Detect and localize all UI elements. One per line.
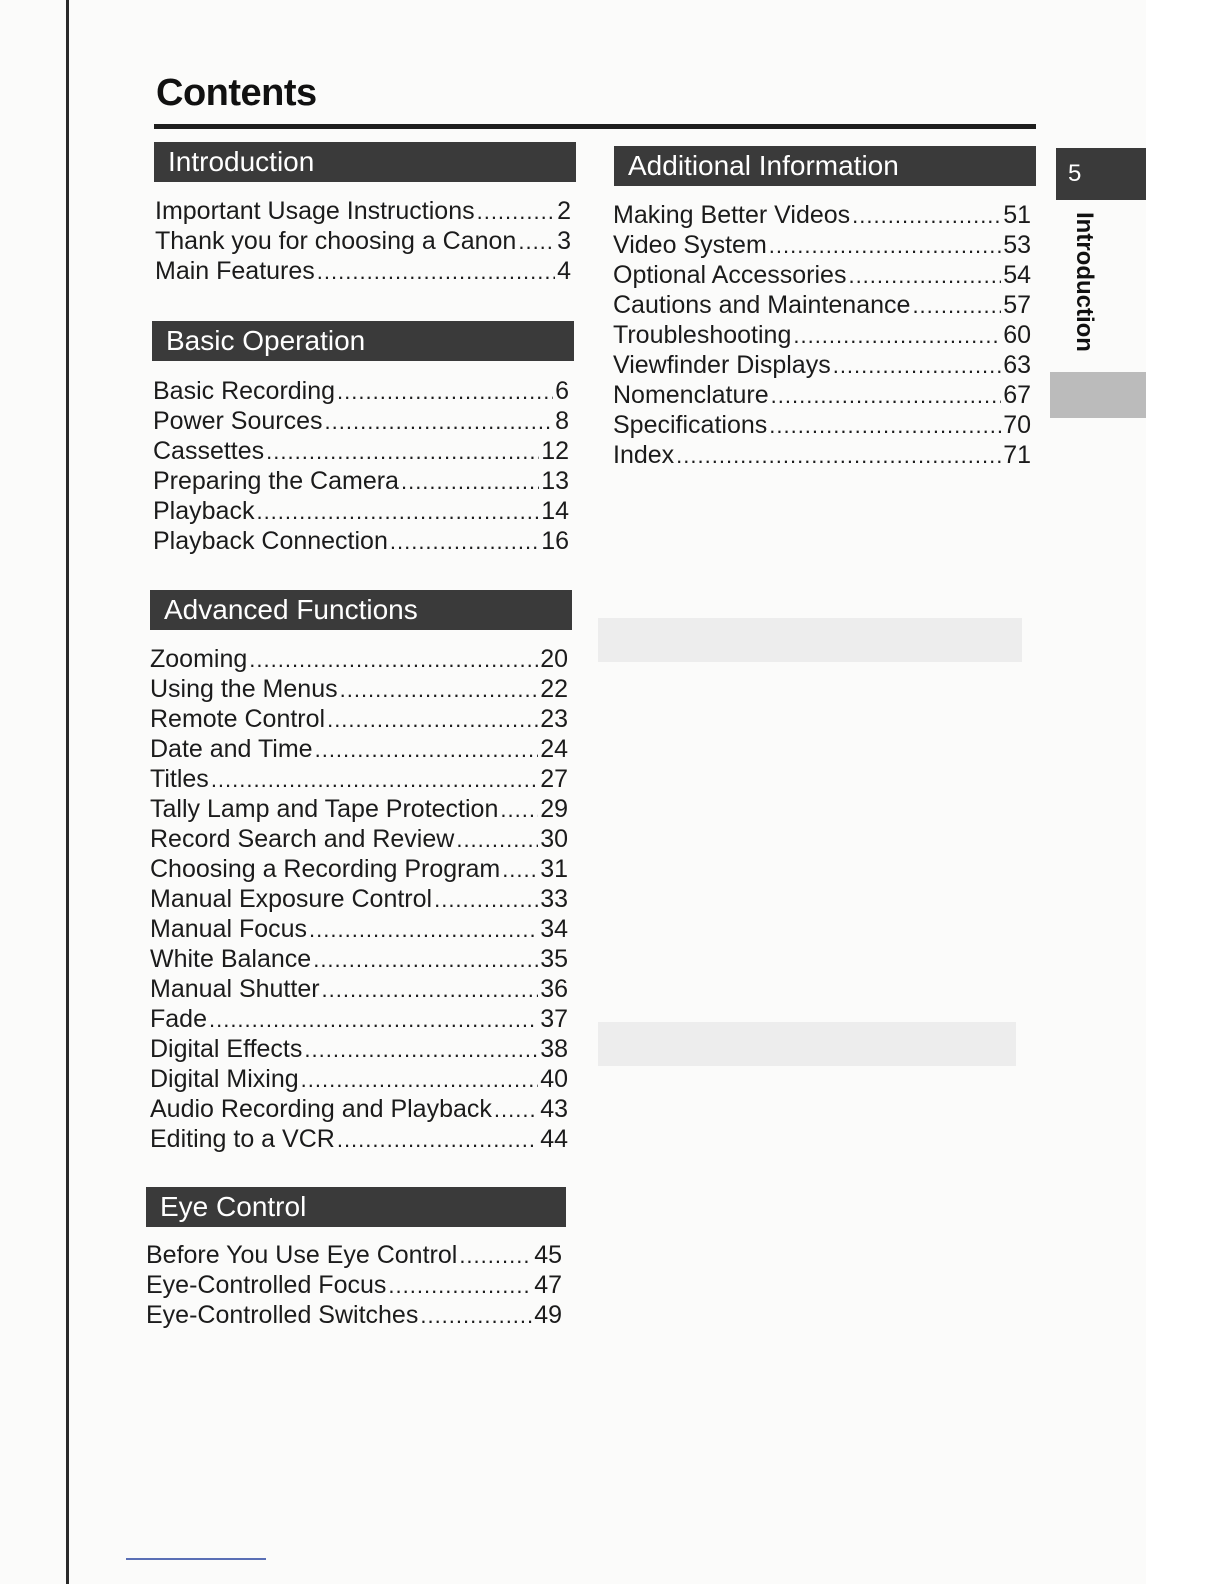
toc-entry[interactable] bbox=[613, 230, 1031, 260]
dot-leader bbox=[401, 466, 539, 497]
toc-entry-title: Playback Connection bbox=[153, 527, 388, 555]
dot-leader bbox=[211, 764, 538, 795]
toc-entry-title: Titles bbox=[150, 765, 209, 793]
toc-list-advanced-functions bbox=[150, 644, 568, 1154]
toc-entry-title: Remote Control bbox=[150, 705, 326, 733]
toc-entry-title: Tally Lamp and Tape Protection bbox=[150, 795, 499, 823]
toc-entry[interactable] bbox=[155, 226, 571, 256]
toc-entry-page: 4 bbox=[557, 257, 571, 285]
section-heading-basic-operation: Basic Operation bbox=[152, 321, 574, 361]
toc-entry-title: Zooming bbox=[150, 645, 248, 673]
toc-entry-page: 38 bbox=[540, 1035, 568, 1063]
chapter-tab-page-number: 5 bbox=[1068, 160, 1082, 187]
toc-entry-title: Making Better Videos bbox=[613, 201, 851, 229]
dot-leader bbox=[340, 674, 539, 705]
toc-entry[interactable] bbox=[153, 496, 569, 526]
toc-entry-title: Record Search and Review bbox=[150, 825, 455, 853]
dot-leader bbox=[912, 290, 1001, 321]
toc-entry-title: Digital Mixing bbox=[150, 1065, 299, 1093]
toc-entry[interactable] bbox=[150, 1094, 568, 1124]
toc-entry-title: Optional Accessories bbox=[613, 261, 847, 289]
toc-entry-title: Fade bbox=[150, 1005, 207, 1033]
toc-entry-title: Index bbox=[613, 441, 675, 469]
toc-entry-page: 45 bbox=[534, 1241, 562, 1269]
toc-entry-page: 29 bbox=[540, 795, 568, 823]
toc-entry-page: 71 bbox=[1003, 441, 1031, 469]
dot-leader bbox=[322, 974, 539, 1005]
toc-entry-title: Eye-Controlled Switches bbox=[146, 1301, 419, 1329]
dot-leader bbox=[676, 440, 1001, 471]
toc-entry[interactable] bbox=[153, 466, 569, 496]
toc-list-basic-operation bbox=[153, 376, 569, 556]
dot-leader bbox=[327, 704, 538, 735]
dot-leader bbox=[477, 196, 556, 227]
dot-leader bbox=[459, 1240, 532, 1271]
toc-entry[interactable] bbox=[153, 526, 569, 556]
toc-entry-page: 14 bbox=[541, 497, 569, 525]
chapter-tab-label: Introduction bbox=[1071, 212, 1098, 352]
toc-entry-page: 47 bbox=[534, 1271, 562, 1299]
toc-entry[interactable] bbox=[155, 196, 571, 226]
toc-entry[interactable] bbox=[150, 824, 568, 854]
bleed-through-block bbox=[598, 618, 1022, 662]
toc-entry-page: 8 bbox=[555, 407, 569, 435]
toc-entry-page: 22 bbox=[540, 675, 568, 703]
toc-entry-title: Digital Effects bbox=[150, 1035, 303, 1063]
dot-leader bbox=[325, 406, 554, 437]
toc-entry-page: 60 bbox=[1003, 321, 1031, 349]
toc-entry-title: White Balance bbox=[150, 945, 312, 973]
toc-entry-page: 57 bbox=[1003, 291, 1031, 319]
dot-leader bbox=[500, 794, 538, 825]
dot-leader bbox=[390, 526, 539, 557]
toc-entry-title: Preparing the Camera bbox=[153, 467, 399, 495]
toc-entry-page: 53 bbox=[1003, 231, 1031, 259]
toc-entry[interactable] bbox=[146, 1300, 562, 1330]
toc-entry[interactable] bbox=[153, 376, 569, 406]
dot-leader bbox=[852, 200, 1001, 231]
dot-leader bbox=[209, 1004, 538, 1035]
toc-entry-title: Nomenclature bbox=[613, 381, 769, 409]
toc-entry[interactable] bbox=[150, 794, 568, 824]
title-rule bbox=[154, 124, 1036, 129]
toc-entry[interactable] bbox=[150, 1064, 568, 1094]
toc-entry-page: 63 bbox=[1003, 351, 1031, 379]
toc-entry-title: Viewfinder Displays bbox=[613, 351, 831, 379]
dot-leader bbox=[848, 260, 1001, 291]
dot-leader bbox=[833, 350, 1001, 381]
toc-entry-title: Thank you for choosing a Canon bbox=[155, 227, 517, 255]
dot-leader bbox=[301, 1064, 539, 1095]
toc-entry[interactable] bbox=[613, 350, 1031, 380]
toc-entry-page: 24 bbox=[540, 735, 568, 763]
toc-entry-page: 35 bbox=[540, 945, 568, 973]
toc-entry[interactable] bbox=[613, 260, 1031, 290]
toc-entry[interactable] bbox=[150, 1124, 568, 1154]
bottom-mark bbox=[126, 1558, 266, 1560]
toc-entry-page: 33 bbox=[540, 885, 568, 913]
toc-entry-page: 40 bbox=[540, 1065, 568, 1093]
toc-entry[interactable] bbox=[153, 436, 569, 466]
toc-entry[interactable] bbox=[613, 440, 1031, 470]
toc-entry[interactable] bbox=[150, 914, 568, 944]
section-heading-additional-information: Additional Information bbox=[614, 146, 1036, 186]
dot-leader bbox=[256, 496, 539, 527]
toc-entry-title: Manual Exposure Control bbox=[150, 885, 433, 913]
section-heading-advanced-functions: Advanced Functions bbox=[150, 590, 572, 630]
toc-entry[interactable] bbox=[146, 1240, 562, 1270]
toc-entry-title: Manual Shutter bbox=[150, 975, 320, 1003]
toc-entry-page: 6 bbox=[555, 377, 569, 405]
toc-entry-page: 51 bbox=[1003, 201, 1031, 229]
toc-entry[interactable] bbox=[155, 256, 571, 286]
toc-entry[interactable] bbox=[150, 944, 568, 974]
toc-entry-page: 34 bbox=[540, 915, 568, 943]
toc-entry-title: Date and Time bbox=[150, 735, 313, 763]
toc-entry-title: Basic Recording bbox=[153, 377, 336, 405]
page-title: Contents bbox=[156, 72, 317, 114]
page-left-edge bbox=[66, 0, 69, 1584]
toc-entry-page: 70 bbox=[1003, 411, 1031, 439]
toc-entry[interactable] bbox=[150, 764, 568, 794]
toc-entry[interactable] bbox=[613, 380, 1031, 410]
toc-list-introduction bbox=[155, 196, 571, 286]
dot-leader bbox=[771, 380, 1002, 411]
toc-entry[interactable] bbox=[613, 290, 1031, 320]
toc-list-additional-information bbox=[613, 200, 1031, 470]
toc-entry-title: Manual Focus bbox=[150, 915, 308, 943]
dot-leader bbox=[249, 644, 538, 675]
toc-entry-page: 43 bbox=[540, 1095, 568, 1123]
dot-leader bbox=[317, 256, 555, 287]
toc-entry-title: Video System bbox=[613, 231, 767, 259]
toc-entry-page: 44 bbox=[540, 1125, 568, 1153]
toc-entry-page: 30 bbox=[540, 825, 568, 853]
toc-entry-title: Choosing a Recording Program bbox=[150, 855, 501, 883]
toc-entry-page: 37 bbox=[540, 1005, 568, 1033]
toc-entry-page: 67 bbox=[1003, 381, 1031, 409]
dot-leader bbox=[793, 320, 1001, 351]
toc-entry-page: 31 bbox=[540, 855, 568, 883]
toc-entry-page: 2 bbox=[557, 197, 571, 225]
toc-entry-title: Important Usage Instructions bbox=[155, 197, 475, 225]
toc-entry-title: Cautions and Maintenance bbox=[613, 291, 911, 319]
toc-entry[interactable] bbox=[153, 406, 569, 436]
toc-entry[interactable] bbox=[146, 1270, 562, 1300]
toc-entry[interactable] bbox=[613, 320, 1031, 350]
toc-list-eye-control bbox=[146, 1240, 562, 1330]
toc-entry[interactable] bbox=[613, 410, 1031, 440]
toc-entry-title: Editing to a VCR bbox=[150, 1125, 335, 1153]
dot-leader bbox=[315, 734, 539, 765]
dot-leader bbox=[266, 436, 539, 467]
toc-entry[interactable] bbox=[150, 1004, 568, 1034]
toc-entry[interactable] bbox=[150, 1034, 568, 1064]
toc-entry-title: Main Features bbox=[155, 257, 315, 285]
toc-entry[interactable] bbox=[150, 854, 568, 884]
dot-leader bbox=[494, 1094, 538, 1125]
toc-entry-title: Eye-Controlled Focus bbox=[146, 1271, 387, 1299]
toc-entry-title: Specifications bbox=[613, 411, 768, 439]
toc-entry-title: Troubleshooting bbox=[613, 321, 792, 349]
toc-entry-page: 12 bbox=[541, 437, 569, 465]
toc-entry-page: 13 bbox=[541, 467, 569, 495]
section-heading-eye-control: Eye Control bbox=[146, 1187, 566, 1227]
toc-entry-page: 27 bbox=[540, 765, 568, 793]
dot-leader bbox=[313, 944, 538, 975]
dot-leader bbox=[518, 226, 555, 257]
toc-entry-page: 54 bbox=[1003, 261, 1031, 289]
dot-leader bbox=[337, 1124, 538, 1155]
toc-entry-title: Playback bbox=[153, 497, 255, 525]
dot-leader bbox=[420, 1300, 532, 1331]
toc-entry-page: 20 bbox=[540, 645, 568, 673]
dot-leader bbox=[502, 854, 538, 885]
dot-leader bbox=[304, 1034, 538, 1065]
toc-entry-page: 3 bbox=[557, 227, 571, 255]
toc-entry-title: Cassettes bbox=[153, 437, 265, 465]
toc-entry[interactable] bbox=[150, 704, 568, 734]
dot-leader bbox=[456, 824, 538, 855]
dot-leader bbox=[337, 376, 553, 407]
toc-entry-page: 49 bbox=[534, 1301, 562, 1329]
section-heading-introduction: Introduction bbox=[154, 142, 576, 182]
toc-entry-title: Audio Recording and Playback bbox=[150, 1095, 492, 1123]
toc-entry[interactable] bbox=[150, 674, 568, 704]
toc-entry-title: Before You Use Eye Control bbox=[146, 1241, 458, 1269]
toc-entry[interactable] bbox=[150, 974, 568, 1004]
dot-leader bbox=[434, 884, 538, 915]
dot-leader bbox=[769, 230, 1001, 261]
toc-entry-title: Power Sources bbox=[153, 407, 323, 435]
toc-entry[interactable] bbox=[150, 884, 568, 914]
toc-entry[interactable] bbox=[150, 734, 568, 764]
page-right-margin bbox=[1146, 0, 1224, 1584]
toc-entry-page: 16 bbox=[541, 527, 569, 555]
toc-entry-page: 23 bbox=[540, 705, 568, 733]
dot-leader bbox=[769, 410, 1001, 441]
bleed-through-block bbox=[598, 1022, 1016, 1066]
chapter-tab-marker bbox=[1050, 372, 1146, 418]
dot-leader bbox=[309, 914, 538, 945]
toc-entry-title: Using the Menus bbox=[150, 675, 338, 703]
toc-entry[interactable] bbox=[613, 200, 1031, 230]
dot-leader bbox=[388, 1270, 532, 1301]
chapter-tab-label-box bbox=[1056, 212, 1096, 372]
toc-entry-page: 36 bbox=[540, 975, 568, 1003]
toc-entry[interactable] bbox=[150, 644, 568, 674]
